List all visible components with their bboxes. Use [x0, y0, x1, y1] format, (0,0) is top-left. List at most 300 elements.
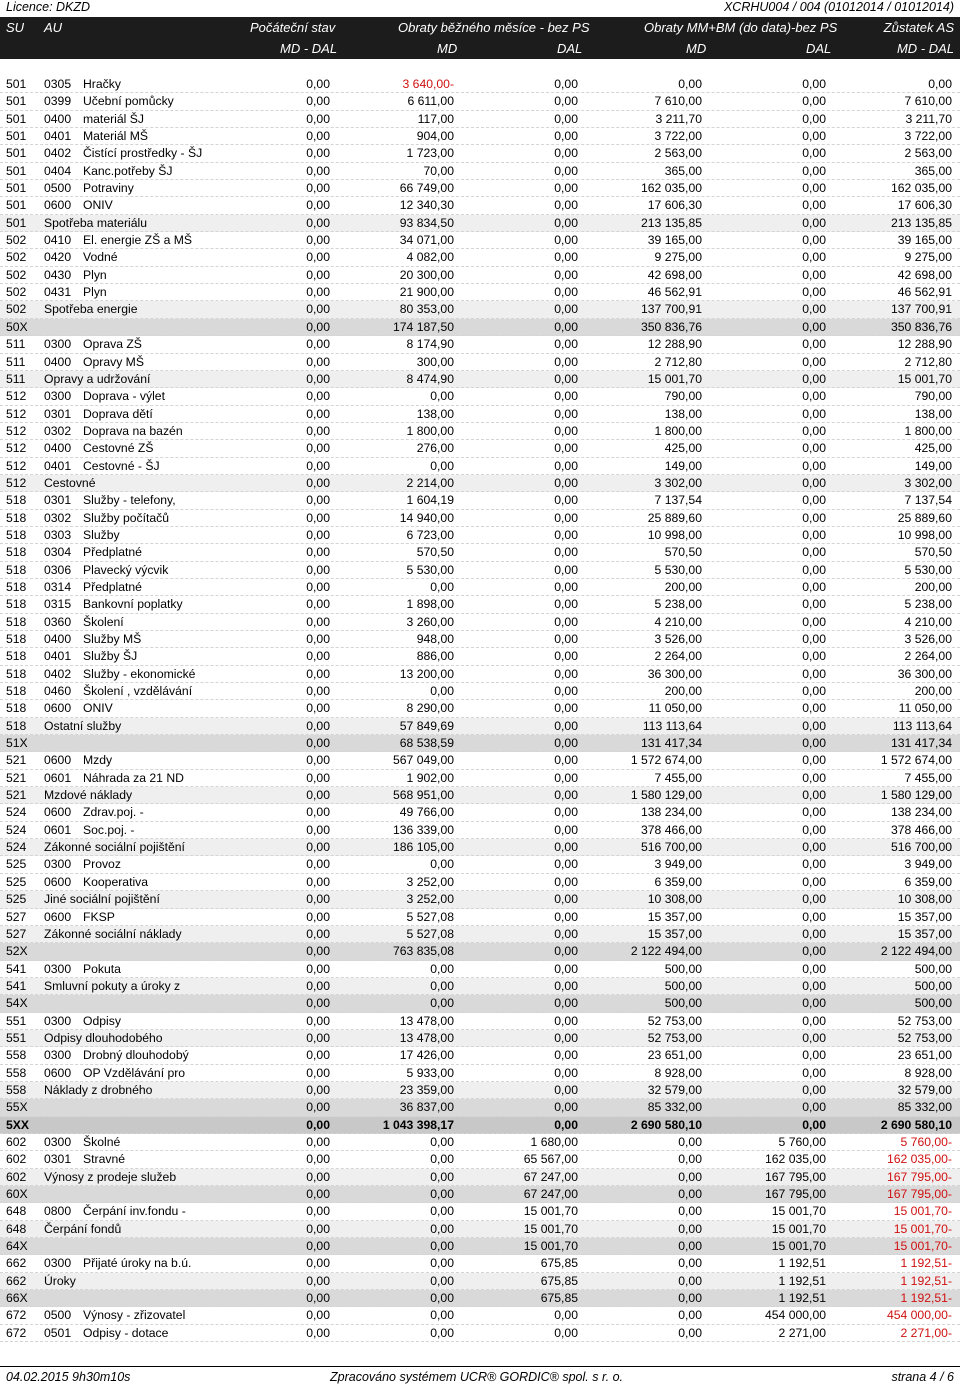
cell-obraty-mm-md: 425,00 — [664, 441, 702, 456]
cell-su: 648 — [6, 1221, 27, 1236]
cell-obraty-dal: 0,00 — [554, 840, 578, 855]
total-row — [0, 319, 960, 336]
cell-pocatecni-stav: 0,00 — [306, 1082, 330, 1097]
header-pocatecni-stav: Počáteční stav — [250, 20, 336, 35]
cell-obraty-mm-md: 3 526,00 — [654, 632, 702, 646]
cell-obraty-md: 1 902,00 — [406, 770, 454, 785]
cell-obraty-mm-dal: 0,00 — [802, 770, 826, 785]
cell-zustatek: 162 035,00- — [886, 1152, 952, 1167]
cell-zustatek: 200,00 — [914, 579, 952, 594]
cell-obraty-dal: 0,00 — [554, 614, 578, 629]
cell-obraty-mm-dal: 0,00 — [802, 458, 826, 473]
cell-obraty-dal: 0,00 — [554, 632, 578, 646]
cell-zustatek: 42 698,00 — [897, 267, 952, 282]
subtotal-row — [0, 787, 960, 804]
cell-au: 0305 — [44, 77, 72, 91]
cell-au: 0400 — [44, 354, 72, 369]
cell-name: materiál ŠJ — [83, 111, 144, 126]
cell-su: 50X — [6, 319, 28, 334]
cell-pocatecni-stav: 0,00 — [306, 1308, 330, 1323]
subtotal-row — [0, 215, 960, 232]
cell-pocatecni-stav: 0,00 — [306, 1204, 330, 1219]
cell-su: 672 — [6, 1325, 27, 1340]
cell-pocatecni-stav: 0,00 — [306, 1239, 330, 1254]
cell-su: 518 — [6, 666, 27, 681]
cell-su: 662 — [6, 1256, 27, 1271]
cell-name: Předplatné — [83, 579, 142, 594]
table-row — [0, 562, 960, 579]
cell-obraty-mm-md: 11 050,00 — [648, 701, 702, 716]
cell-pocatecni-stav: 0,00 — [306, 753, 330, 768]
cell-obraty-md: 6 723,00 — [406, 527, 454, 542]
table-row — [0, 700, 960, 717]
subtotal-row — [0, 718, 960, 735]
cell-obraty-dal: 675,85 — [540, 1256, 578, 1271]
cell-obraty-mm-md: 200,00 — [664, 684, 702, 699]
header-zustatek: Zůstatek AS — [883, 20, 954, 35]
cell-pocatecni-stav: 0,00 — [306, 579, 330, 594]
cell-obraty-mm-dal: 5 760,00 — [778, 1134, 826, 1149]
table-row — [0, 544, 960, 561]
cell-obraty-dal: 675,85 — [540, 1273, 578, 1288]
cell-zustatek: 137 700,91 — [891, 302, 952, 317]
cell-name: Čistící prostředky - ŠJ — [83, 146, 203, 161]
cell-zustatek: 2 271,00- — [900, 1325, 952, 1340]
cell-obraty-dal: 0,00 — [554, 996, 578, 1011]
cell-zustatek: 350 836,76 — [891, 319, 952, 334]
cell-pocatecni-stav: 0,00 — [306, 111, 330, 126]
cell-zustatek: 3 526,00 — [904, 632, 952, 646]
footer-processed: Zpracováno systémem UCR® GORDIC® spol. s r. o. — [330, 1370, 624, 1384]
cell-su: 501 — [6, 94, 27, 109]
cell-obraty-mm-dal: 0,00 — [802, 805, 826, 820]
cell-obraty-mm-md: 2 690 580,10 — [630, 1117, 702, 1132]
cell-obraty-mm-dal: 0,00 — [802, 215, 826, 230]
total-row — [0, 1238, 960, 1255]
cell-obraty-mm-dal: 0,00 — [802, 978, 826, 993]
table-row — [0, 770, 960, 787]
cell-pocatecni-stav: 0,00 — [306, 510, 330, 525]
cell-name: Materiál MŠ — [83, 129, 149, 144]
header-su: SU — [6, 20, 25, 35]
cell-au: 0302 — [44, 510, 72, 525]
cell-su: 511 — [6, 354, 26, 369]
cell-obraty-md: 186 105,00 — [393, 840, 454, 855]
header-md-dal-2: MD - DAL — [896, 41, 954, 56]
cell-pocatecni-stav: 0,00 — [306, 1273, 330, 1288]
cell-su: 54X — [6, 996, 28, 1011]
cell-su: 502 — [6, 250, 27, 265]
table-row — [0, 614, 960, 631]
cell-zustatek: 138,00 — [914, 406, 952, 421]
cell-obraty-md: 68 538,59 — [399, 736, 454, 751]
cell-obraty-mm-dal: 0,00 — [802, 684, 826, 699]
cell-obraty-mm-md: 3 211,70 — [655, 111, 702, 126]
cell-su: 525 — [6, 874, 27, 889]
cell-obraty-mm-md: 0,00 — [678, 1169, 702, 1184]
cell-obraty-mm-md: 500,00 — [664, 961, 702, 976]
cell-name: Služby - ekonomické — [83, 666, 196, 681]
cell-au: 0300 — [44, 1013, 72, 1028]
cell-au: 0430 — [44, 267, 72, 282]
cell-obraty-dal: 0,00 — [554, 389, 578, 404]
cell-au: 0303 — [44, 527, 72, 542]
cell-obraty-mm-dal: 0,00 — [802, 1117, 826, 1132]
cell-pocatecni-stav: 0,00 — [306, 996, 330, 1011]
cell-zustatek: 36 300,00 — [897, 666, 952, 681]
cell-obraty-mm-md: 138 234,00 — [641, 805, 702, 820]
cell-obraty-md: 21 900,00 — [399, 285, 454, 300]
cell-obraty-mm-dal: 0,00 — [802, 718, 826, 733]
cell-au: 0300 — [44, 857, 72, 872]
cell-obraty-dal: 0,00 — [554, 146, 578, 161]
cell-obraty-mm-dal: 0,00 — [802, 1065, 826, 1080]
cell-obraty-dal: 0,00 — [554, 163, 578, 178]
cell-su: 602 — [6, 1134, 27, 1149]
table-row — [0, 822, 960, 839]
cell-zustatek: 7 610,00 — [904, 94, 952, 109]
cell-obraty-md: 0,00 — [430, 684, 454, 699]
cell-pocatecni-stav: 0,00 — [306, 527, 330, 542]
cell-zustatek: 15 357,00 — [897, 926, 952, 941]
cell-obraty-mm-md: 5 530,00 — [654, 562, 702, 577]
cell-name: Smluvní pokuty a úroky z — [44, 978, 181, 993]
cell-obraty-dal: 0,00 — [554, 545, 578, 560]
cell-zustatek: 570,50 — [914, 545, 952, 560]
cell-pocatecni-stav: 0,00 — [306, 77, 330, 91]
cell-name: Čerpání fondů — [44, 1221, 122, 1236]
cell-au: 0401 — [44, 649, 72, 664]
cell-zustatek: 12 288,90 — [897, 337, 952, 352]
cell-obraty-mm-md: 25 889,60 — [647, 510, 702, 525]
cell-pocatecni-stav: 0,00 — [306, 389, 330, 404]
cell-obraty-md: 13 478,00 — [399, 1030, 454, 1045]
cell-su: 512 — [6, 423, 27, 438]
cell-obraty-dal: 0,00 — [554, 111, 578, 126]
cell-su: 64X — [6, 1239, 28, 1254]
cell-zustatek: 138 234,00 — [891, 805, 952, 820]
cell-obraty-dal: 0,00 — [554, 250, 578, 265]
cell-obraty-md: 13 478,00 — [399, 1013, 454, 1028]
table-row — [0, 197, 960, 214]
cell-zustatek: 3 949,00 — [904, 857, 952, 872]
cell-obraty-mm-dal: 0,00 — [802, 1030, 826, 1045]
table-row — [0, 648, 960, 665]
cell-obraty-dal: 0,00 — [554, 458, 578, 473]
cell-obraty-mm-md: 350 836,76 — [641, 319, 702, 334]
cell-obraty-mm-dal: 0,00 — [802, 614, 826, 629]
cell-au: 0500 — [44, 1308, 72, 1323]
cell-obraty-mm-dal: 0,00 — [802, 996, 826, 1011]
cell-obraty-dal: 0,00 — [554, 874, 578, 889]
cell-zustatek: 365,00 — [914, 163, 952, 178]
table-row — [0, 804, 960, 821]
cell-obraty-dal: 0,00 — [554, 371, 578, 386]
cell-obraty-dal: 0,00 — [554, 181, 578, 196]
cell-obraty-mm-dal: 0,00 — [802, 233, 826, 248]
cell-name: Ostatní služby — [44, 718, 122, 733]
cell-au: 0460 — [44, 684, 72, 699]
cell-obraty-md: 3 252,00 — [406, 874, 454, 889]
cell-su: 518 — [6, 701, 27, 716]
cell-obraty-mm-dal: 0,00 — [802, 389, 826, 404]
cell-zustatek: 500,00 — [914, 996, 952, 1011]
cell-obraty-mm-md: 1 580 129,00 — [630, 788, 702, 803]
cell-au: 0399 — [44, 94, 72, 109]
cell-obraty-mm-dal: 0,00 — [802, 597, 826, 612]
cell-zustatek: 3 211,70 — [905, 111, 952, 126]
cell-obraty-dal: 0,00 — [554, 805, 578, 820]
cell-obraty-mm-md: 0,00 — [678, 1204, 702, 1219]
cell-obraty-mm-dal: 0,00 — [802, 181, 826, 196]
cell-obraty-mm-md: 162 035,00 — [641, 181, 702, 196]
cell-obraty-mm-md: 149,00 — [664, 458, 702, 473]
table-row — [0, 909, 960, 926]
cell-su: 501 — [6, 181, 27, 196]
cell-obraty-md: 8 474,90 — [406, 371, 454, 386]
table-row — [0, 510, 960, 527]
cell-obraty-mm-dal: 0,00 — [802, 961, 826, 976]
cell-au: 0600 — [44, 198, 72, 213]
table-row — [0, 458, 960, 475]
cell-obraty-mm-dal: 454 000,00 — [765, 1308, 826, 1323]
cell-su: 52X — [6, 944, 28, 959]
cell-obraty-mm-dal: 0,00 — [802, 337, 826, 352]
cell-su: 55X — [6, 1100, 28, 1115]
cell-zustatek: 15 001,70- — [893, 1239, 952, 1254]
cell-su: 511 — [6, 337, 26, 352]
cell-zustatek: 25 889,60 — [897, 510, 952, 525]
cell-au: 0402 — [44, 666, 72, 681]
cell-zustatek: 2 122 494,00 — [880, 944, 952, 959]
cell-name: Stravné — [83, 1152, 126, 1167]
cell-pocatecni-stav: 0,00 — [306, 1013, 330, 1028]
table-row — [0, 1013, 960, 1030]
cell-obraty-dal: 0,00 — [554, 701, 578, 716]
subtotal-row — [0, 475, 960, 492]
cell-pocatecni-stav: 0,00 — [306, 285, 330, 300]
cell-obraty-md: 23 359,00 — [399, 1082, 454, 1097]
cell-obraty-md: 14 940,00 — [399, 510, 454, 525]
cell-obraty-md: 0,00 — [430, 996, 454, 1011]
cell-zustatek: 0,00 — [928, 77, 952, 91]
cell-zustatek: 1 192,51- — [900, 1291, 952, 1306]
cell-au: 0360 — [44, 614, 72, 629]
cell-obraty-md: 300,00 — [416, 354, 454, 369]
cell-obraty-mm-dal: 15 001,70 — [771, 1239, 826, 1254]
cell-obraty-mm-dal: 1 192,51 — [778, 1273, 826, 1288]
cell-pocatecni-stav: 0,00 — [306, 926, 330, 941]
cell-obraty-dal: 0,00 — [554, 666, 578, 681]
cell-zustatek: 52 753,00 — [897, 1030, 952, 1045]
cell-obraty-md: 0,00 — [430, 857, 454, 872]
cell-obraty-mm-dal: 0,00 — [802, 822, 826, 837]
cell-obraty-dal: 0,00 — [554, 337, 578, 352]
cell-name: Oprava ZŠ — [83, 337, 142, 352]
cell-zustatek: 10 998,00 — [897, 527, 952, 542]
cell-pocatecni-stav: 0,00 — [306, 805, 330, 820]
cell-obraty-mm-dal: 167 795,00 — [765, 1187, 826, 1201]
cell-name: ONIV — [83, 701, 113, 716]
cell-obraty-mm-md: 32 579,00 — [647, 1082, 702, 1097]
cell-obraty-md: 57 849,69 — [399, 718, 454, 733]
table-row — [0, 1047, 960, 1064]
cell-obraty-dal: 0,00 — [554, 1117, 578, 1132]
cell-obraty-mm-md: 10 998,00 — [647, 527, 702, 542]
cell-su: 524 — [6, 840, 27, 855]
cell-obraty-dal: 0,00 — [554, 788, 578, 803]
cell-zustatek: 378 466,00 — [891, 822, 952, 837]
cell-obraty-md: 2 214,00 — [406, 475, 454, 490]
table-row — [0, 232, 960, 249]
cell-su: 662 — [6, 1273, 27, 1288]
cell-pocatecni-stav: 0,00 — [306, 1134, 330, 1149]
cell-pocatecni-stav: 0,00 — [306, 1187, 330, 1201]
cell-obraty-dal: 0,00 — [554, 94, 578, 109]
subtotal-row — [0, 978, 960, 995]
cell-obraty-dal: 0,00 — [554, 406, 578, 421]
cell-obraty-mm-md: 42 698,00 — [647, 267, 702, 282]
table-row — [0, 856, 960, 873]
total-row — [0, 1117, 960, 1134]
cell-obraty-md: 886,00 — [416, 649, 454, 664]
cell-obraty-mm-dal: 0,00 — [802, 926, 826, 941]
cell-su: 518 — [6, 684, 27, 699]
cell-pocatecni-stav: 0,00 — [306, 1100, 330, 1115]
cell-name: Zdrav.poj. - — [83, 805, 144, 820]
cell-zustatek: 5 760,00- — [900, 1134, 952, 1149]
cell-pocatecni-stav: 0,00 — [306, 562, 330, 577]
cell-obraty-mm-dal: 162 035,00 — [765, 1152, 826, 1167]
cell-obraty-mm-dal: 0,00 — [802, 94, 826, 109]
cell-au: 0600 — [44, 874, 72, 889]
cell-name: Bankovní poplatky — [83, 597, 183, 612]
cell-pocatecni-stav: 0,00 — [306, 371, 330, 386]
cell-su: 602 — [6, 1152, 27, 1167]
cell-pocatecni-stav: 0,00 — [306, 441, 330, 456]
table-row — [0, 1325, 960, 1342]
cell-au: 0600 — [44, 1065, 72, 1080]
cell-obraty-dal: 0,00 — [554, 822, 578, 837]
table-row — [0, 1151, 960, 1168]
cell-au: 0300 — [44, 961, 72, 976]
cell-zustatek: 167 795,00- — [886, 1169, 952, 1184]
cell-au: 0302 — [44, 423, 72, 438]
table-row — [0, 284, 960, 301]
cell-au: 0301 — [44, 406, 72, 421]
cell-pocatecni-stav: 0,00 — [306, 1256, 330, 1271]
cell-pocatecni-stav: 0,00 — [306, 94, 330, 109]
cell-zustatek: 7 455,00 — [904, 770, 952, 785]
table-row — [0, 111, 960, 128]
cell-zustatek: 8 928,00 — [904, 1065, 952, 1080]
cell-su: 518 — [6, 545, 27, 560]
cell-su: 518 — [6, 632, 27, 646]
cell-su: 558 — [6, 1065, 27, 1080]
cell-su: 5XX — [6, 1117, 30, 1132]
cell-zustatek: 162 035,00 — [891, 181, 952, 196]
subtotal-row — [0, 1169, 960, 1186]
cell-obraty-mm-dal: 15 001,70 — [771, 1221, 826, 1236]
cell-pocatecni-stav: 0,00 — [306, 337, 330, 352]
cell-obraty-mm-md: 137 700,91 — [641, 302, 702, 317]
cell-su: 521 — [6, 788, 27, 803]
cell-obraty-mm-md: 39 165,00 — [647, 233, 702, 248]
cell-pocatecni-stav: 0,00 — [306, 146, 330, 161]
header-md-dal: MD - DAL — [280, 41, 338, 56]
cell-obraty-mm-md: 2 264,00 — [654, 649, 702, 664]
table-row — [0, 440, 960, 457]
cell-su: 521 — [6, 753, 27, 768]
cell-obraty-mm-dal: 0,00 — [802, 579, 826, 594]
cell-su: 602 — [6, 1169, 27, 1184]
cell-name: Mzdy — [83, 753, 113, 768]
cell-pocatecni-stav: 0,00 — [306, 215, 330, 230]
cell-obraty-md: 568 951,00 — [393, 788, 454, 803]
table-row — [0, 128, 960, 145]
cell-obraty-mm-dal: 0,00 — [802, 736, 826, 751]
cell-pocatecni-stav: 0,00 — [306, 944, 330, 959]
cell-obraty-dal: 0,00 — [554, 1082, 578, 1097]
cell-obraty-mm-dal: 1 192,51 — [778, 1291, 826, 1306]
cell-obraty-dal: 15 001,70 — [523, 1221, 578, 1236]
cell-name: Kanc.potřeby ŠJ — [83, 163, 173, 178]
cell-pocatecni-stav: 0,00 — [306, 1169, 330, 1184]
cell-zustatek: 167 795,00- — [886, 1187, 952, 1201]
cell-obraty-dal: 0,00 — [554, 892, 578, 907]
cell-pocatecni-stav: 0,00 — [306, 1065, 330, 1080]
cell-au: 0401 — [44, 458, 72, 473]
cell-obraty-mm-dal: 0,00 — [802, 250, 826, 265]
cell-au: 0600 — [44, 909, 72, 924]
cell-su: 524 — [6, 805, 27, 820]
cell-obraty-dal: 15 001,70 — [523, 1239, 578, 1254]
cell-zustatek: 17 606,30 — [897, 198, 952, 213]
cell-pocatecni-stav: 0,00 — [306, 978, 330, 993]
cell-obraty-dal: 0,00 — [554, 857, 578, 872]
table-row — [0, 1203, 960, 1220]
cell-obraty-md: 66 749,00 — [399, 181, 454, 196]
cell-obraty-md: 3 640,00- — [402, 77, 454, 91]
cell-obraty-mm-dal: 0,00 — [802, 857, 826, 872]
cell-name: Výnosy - zřizovatel — [83, 1308, 186, 1323]
cell-obraty-mm-md: 2 563,00 — [654, 146, 702, 161]
cell-obraty-mm-md: 0,00 — [678, 1187, 702, 1201]
cell-obraty-mm-dal: 0,00 — [802, 527, 826, 542]
cell-zustatek: 15 357,00 — [897, 909, 952, 924]
cell-name: Přijaté úroky na b.ú. — [83, 1256, 192, 1271]
total-row — [0, 943, 960, 960]
cell-name: Školné — [83, 1134, 121, 1149]
table-row — [0, 1134, 960, 1151]
cell-name: Služby MŠ — [83, 632, 142, 646]
cell-name: Služby ŠJ — [83, 649, 138, 664]
cell-obraty-mm-md: 200,00 — [664, 579, 702, 594]
cell-obraty-dal: 0,00 — [554, 510, 578, 525]
cell-obraty-md: 117,00 — [417, 111, 454, 126]
report-id: XCRHU004 / 004 (01012014 / 01012014) — [723, 0, 954, 14]
cell-au: 0314 — [44, 579, 72, 594]
cell-obraty-md: 0,00 — [430, 1152, 454, 1167]
cell-obraty-md: 3 252,00 — [406, 892, 454, 907]
cell-name: Mzdové náklady — [44, 788, 133, 803]
cell-pocatecni-stav: 0,00 — [306, 181, 330, 196]
cell-su: 518 — [6, 614, 27, 629]
cell-obraty-mm-dal: 0,00 — [802, 909, 826, 924]
cell-obraty-dal: 0,00 — [554, 926, 578, 941]
cell-obraty-md: 1 604,19 — [406, 493, 454, 508]
cell-obraty-dal: 67 247,00 — [523, 1169, 578, 1184]
